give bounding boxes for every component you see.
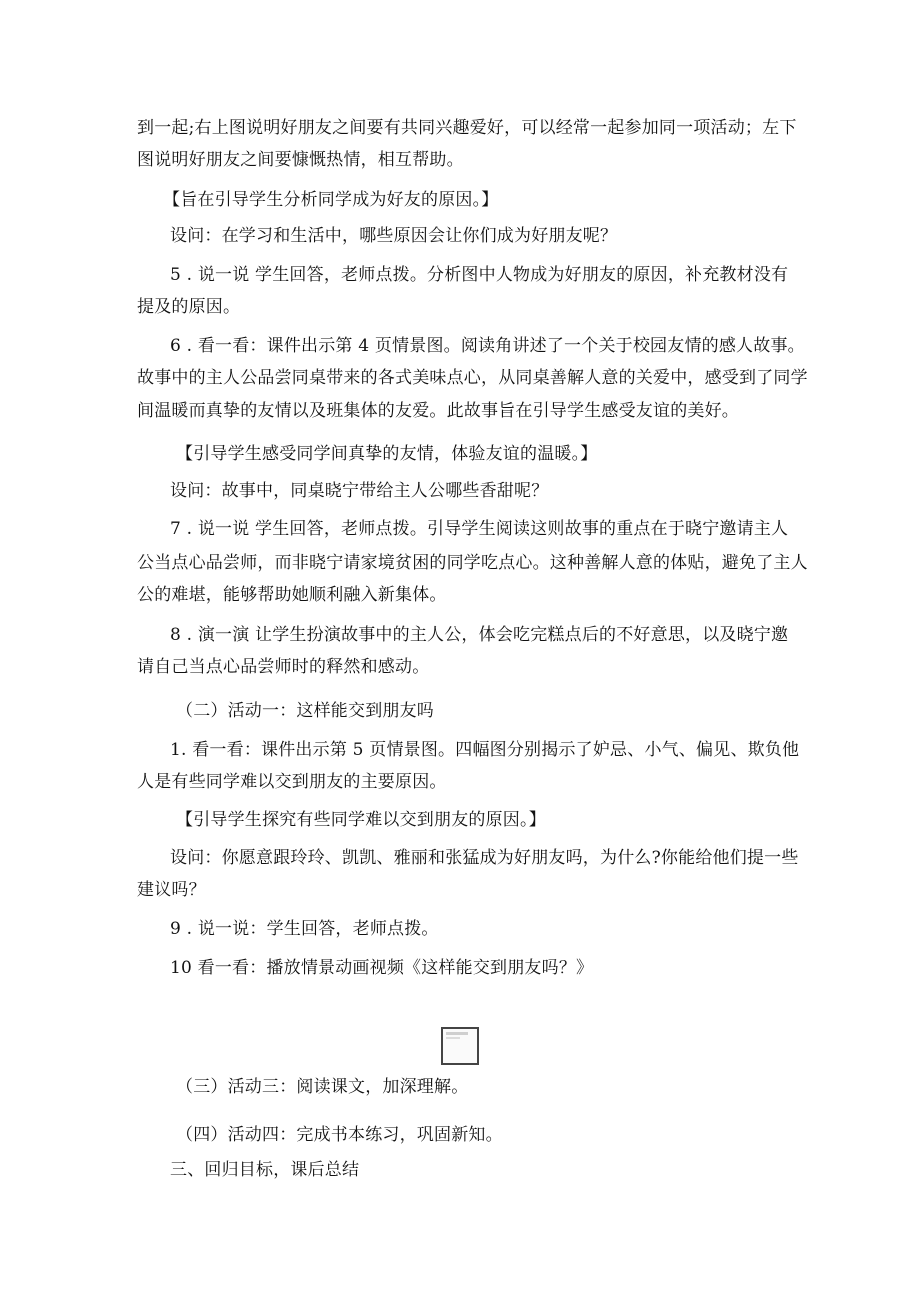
question-line: 设问：你愿意跟玲玲、凯凯、雅丽和张猛成为好朋友吗，为什么?你能给他们提一些: [170, 848, 799, 868]
section-heading: 三、回归目标，课后总结: [170, 1160, 360, 1180]
section-heading: （四）活动四：完成书本练习，巩固新知。: [176, 1125, 503, 1145]
question-line: 设问：在学习和生活中，哪些原因会让你们成为好朋友呢？: [170, 226, 618, 246]
text-line: 图说明好朋友之间要慷慨热情，相互帮助。: [137, 150, 464, 170]
text-line: 公当点心品尝师，而非晓宁请家境贫困的同学吃点心。这种善解人意的体贴，避免了主人: [137, 553, 808, 573]
text-line: 到一起;右上图说明好朋友之间要有共同兴趣爱好，可以经常一起参加同一项活动；左下: [137, 118, 797, 138]
text-line: 6 . 看一看：课件出示第 4 页情景图。阅读角讲述了一个关于校园友情的感人故事。: [170, 336, 805, 356]
text-line: 7 . 说一说 学生回答，老师点拨。引导学生阅读这则故事的重点在于晓宁邀请主人: [170, 519, 789, 539]
text-line: 人是有些同学难以交到朋友的主要原因。: [137, 772, 447, 792]
text-line: 提及的原因。: [137, 297, 241, 317]
thumbnail-detail: [446, 1032, 468, 1035]
video-thumbnail[interactable]: [441, 1027, 479, 1065]
annotation-line: 【引导学生感受同学间真挚的友情，体验友谊的温暖。】: [176, 444, 598, 464]
text-line: 建议吗？: [137, 880, 206, 900]
annotation-line: 【旨在引导学生分析同学成为好友的原因。】: [163, 190, 499, 210]
text-line: 10 看一看：播放情景动画视频《这样能交到朋友吗？》: [170, 958, 594, 978]
text-line: 故事中的主人公品尝同桌带来的各式美味点心，从同桌善解人意的关爱中，感受到了同学: [137, 368, 808, 388]
section-heading: （二）活动一：这样能交到朋友吗: [176, 701, 434, 721]
text-line: 9 . 说一说：学生回答，老师点拨。: [170, 919, 439, 939]
thumbnail-detail: [446, 1037, 460, 1039]
question-line: 设问：故事中，同桌晓宁带给主人公哪些香甜呢？: [170, 481, 549, 501]
text-line: 请自己当点心品尝师时的释然和感动。: [137, 657, 430, 677]
annotation-line: 【引导学生探究有些同学难以交到朋友的原因。】: [176, 810, 546, 830]
text-line: 8 . 演一演 让学生扮演故事中的主人公，体会吃完糕点后的不好意思，以及晓宁邀: [170, 625, 789, 645]
section-heading: （三）活动三：阅读课文，加深理解。: [176, 1077, 469, 1097]
text-line: 间温暖而真挚的友情以及班集体的友爱。此故事旨在引导学生感受友谊的美好。: [137, 401, 739, 421]
text-line: 公的难堪，能够帮助她顺利融入新集体。: [137, 585, 447, 605]
text-line: 1. 看一看：课件出示第 5 页情景图。四幅图分别揭示了妒忌、小气、偏见、欺负他: [170, 740, 800, 760]
text-line: 5 . 说一说 学生回答，老师点拨。分析图中人物成为好朋友的原因，补充教材没有: [170, 265, 789, 285]
